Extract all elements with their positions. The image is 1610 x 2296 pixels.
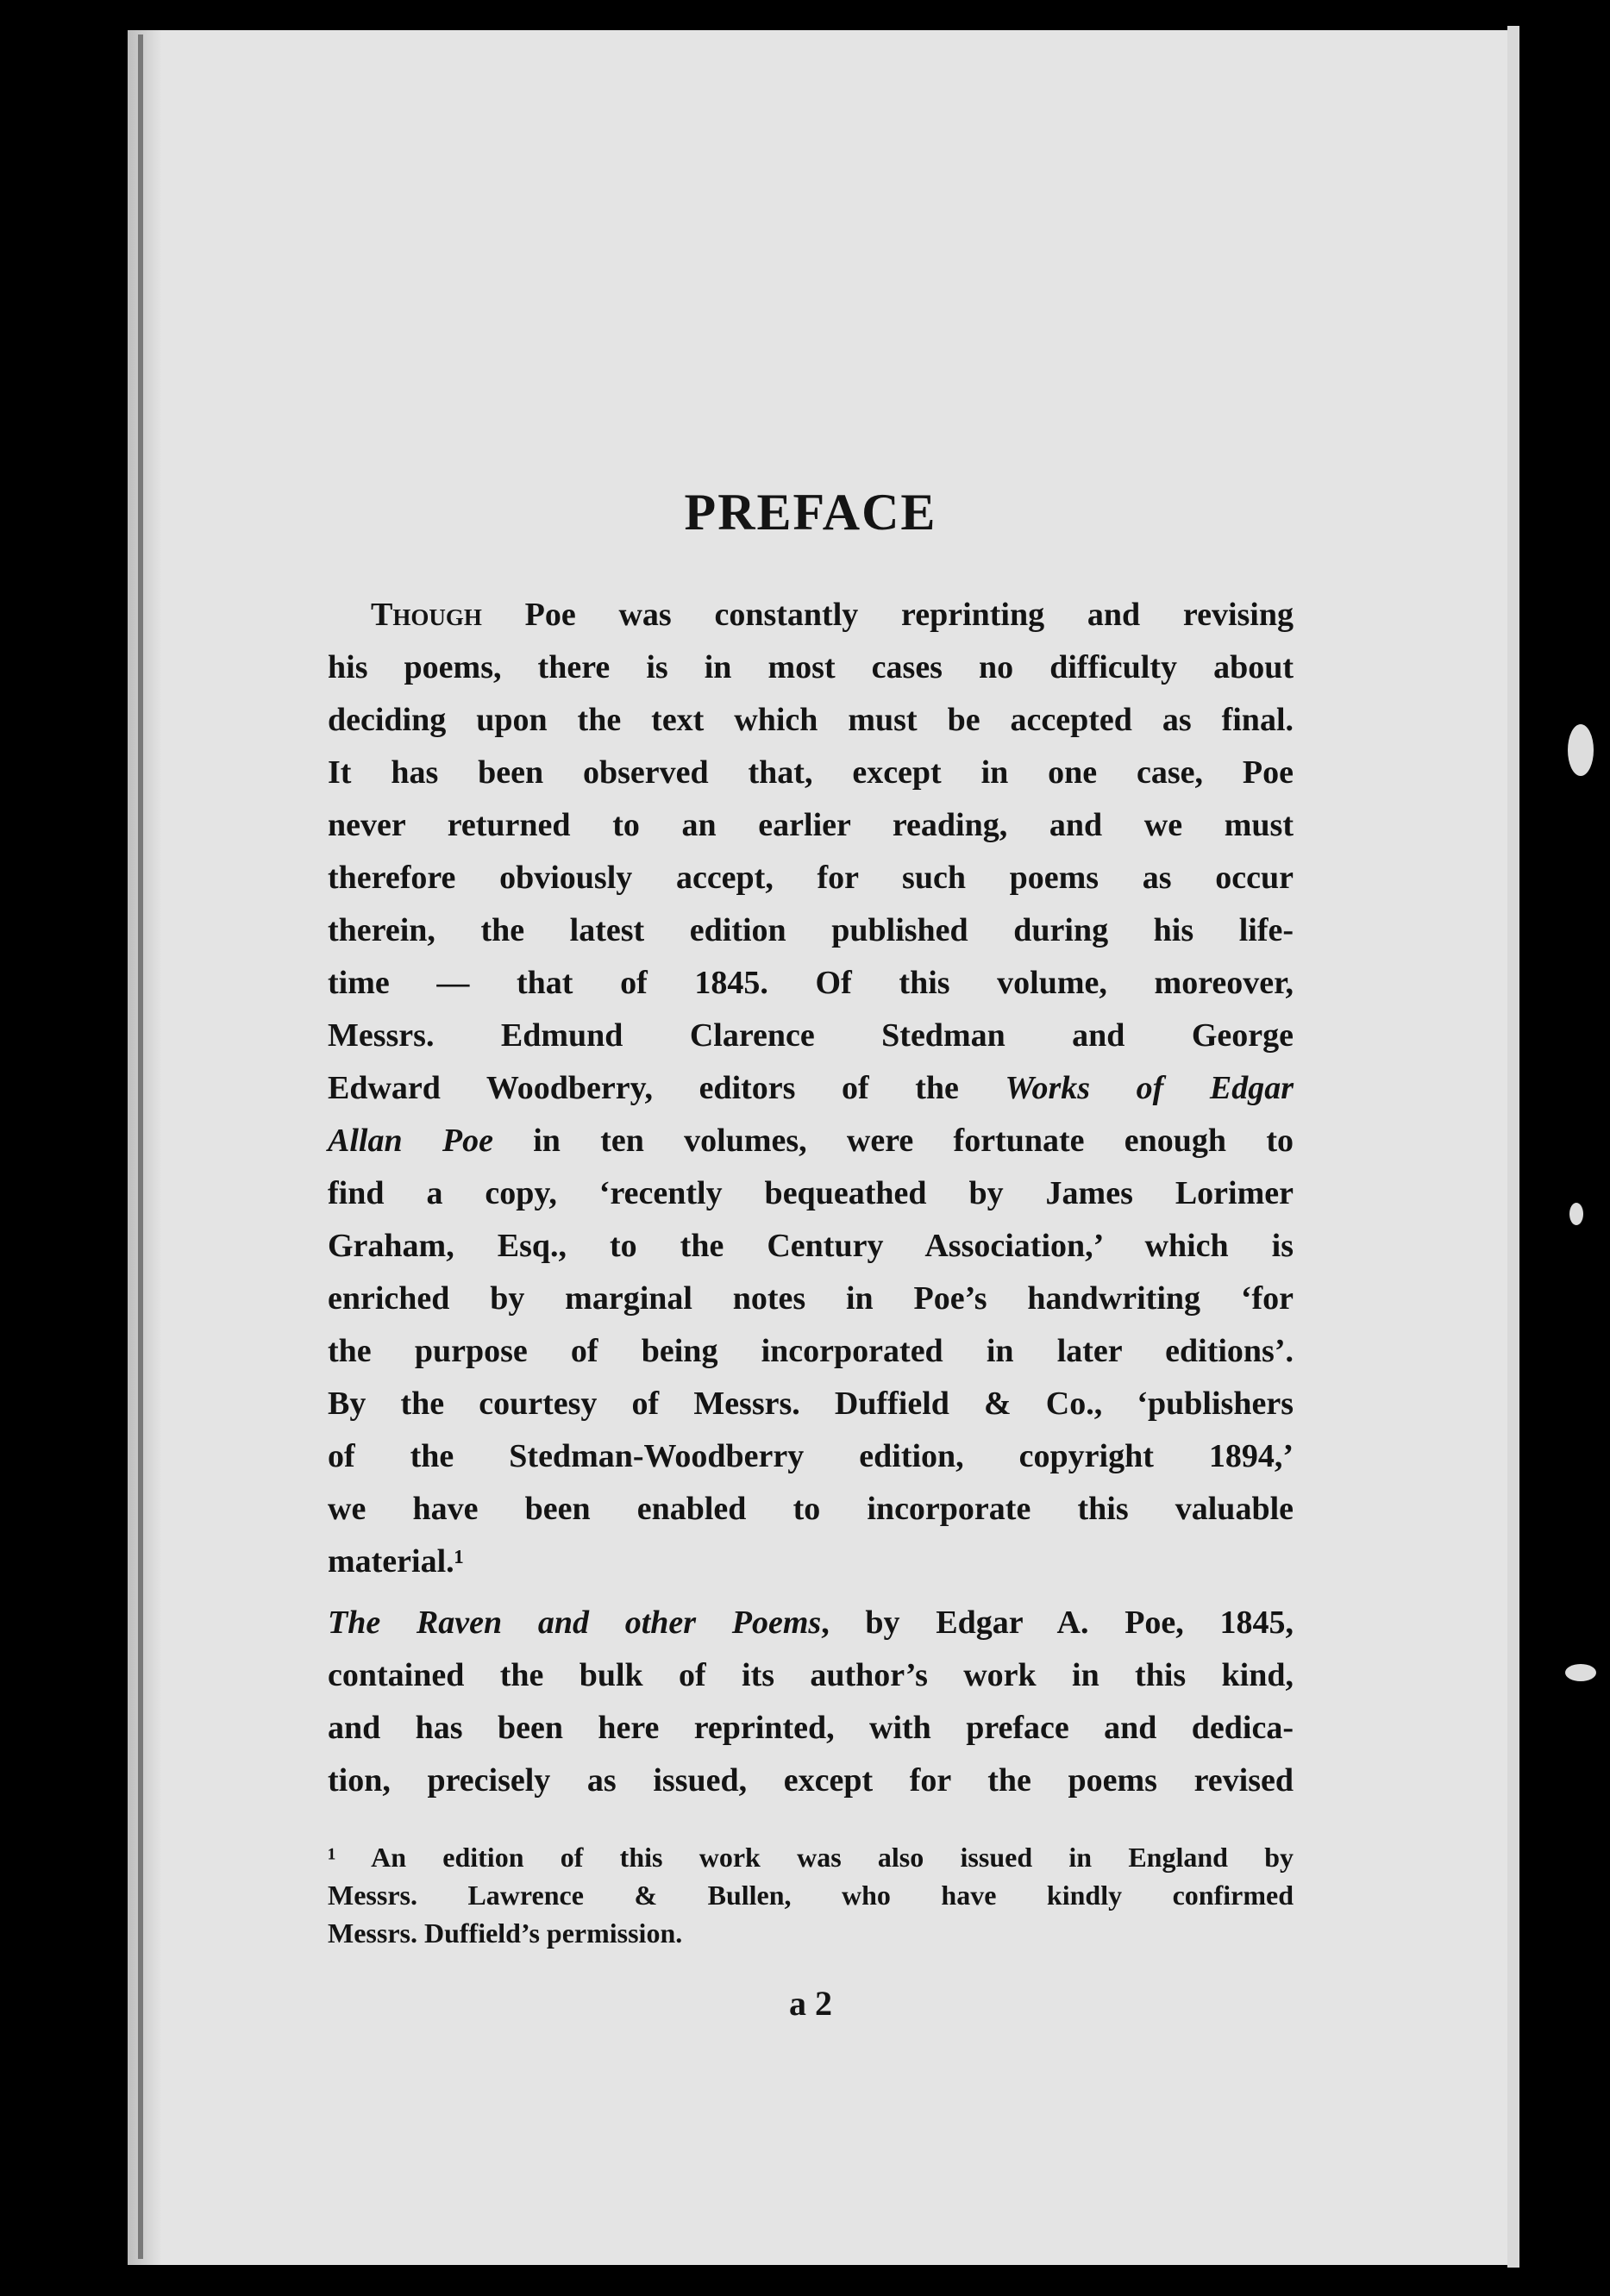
text-line [328, 1115, 1294, 1167]
text-line: of the Stedman-Woodberry edition, copyright 1894,’ [328, 1438, 1294, 1474]
line-text: in ten volumes, were fortunate enough to [492, 1123, 1294, 1159]
italic-title: Works of Edgar [1005, 1070, 1294, 1106]
scan-speck [1565, 1664, 1596, 1681]
text-line: Graham, Esq., to the Century Association,’ which is [328, 1228, 1294, 1264]
text-line: therein, the latest edition published during his life- [328, 912, 1294, 948]
gutter-shadow [128, 30, 162, 2265]
italic-title: Allan Poe [328, 1123, 493, 1159]
scan-speck [1568, 724, 1594, 776]
page-signature: a 2 [789, 1984, 832, 2023]
text-line: never returned to an earlier reading, and we must [328, 807, 1294, 843]
line-text: Edward Woodberry, editors of the [328, 1070, 1005, 1106]
footnote-line: ¹ An edition of this work was also issued in England by [328, 1842, 1294, 1873]
text-line: deciding upon the text which must be accepted as final. [328, 702, 1294, 738]
text-line: therefore obviously accept, for such poems as occur [328, 860, 1294, 896]
text-line: his poems, there is in most cases no difficulty about [328, 649, 1294, 685]
text-line [328, 589, 1294, 641]
italic-title: The Raven and other Poems [328, 1605, 822, 1641]
text-line: tion, precisely as issued, except for the poems revised [328, 1762, 1294, 1799]
preface-text [328, 483, 1294, 2024]
text-line [328, 1062, 1294, 1115]
text-line: Messrs. Edmund Clarence Stedman and George [328, 1017, 1294, 1054]
text-line: It has been observed that, except in one case, Poe [328, 754, 1294, 791]
footnote-line: Messrs. Lawrence & Bullen, who have kindly confirmed [328, 1880, 1294, 1911]
text-line: the purpose of being incorporated in later editions’. [328, 1333, 1294, 1369]
footnote [328, 1838, 1294, 1952]
paragraph-1 [328, 589, 1294, 1588]
page-edge [1507, 26, 1519, 2268]
text-line: time — that of 1845. Of this volume, moreover, [328, 965, 1294, 1001]
text-line: By the courtesy of Messrs. Duffield & Co., ‘publishers [328, 1386, 1294, 1422]
text-line: enriched by marginal notes in Poe’s handwriting ‘for [328, 1280, 1294, 1317]
line-text: , by Edgar A. Poe, 1845, [821, 1605, 1294, 1641]
text-line: contained the bulk of its author’s work in this kind, [328, 1657, 1294, 1693]
lead-word: Though [371, 597, 482, 633]
binding-line [138, 34, 143, 2259]
scan-speck [1569, 1203, 1583, 1225]
text-line: material.¹ [328, 1543, 465, 1580]
text-line: we have been enabled to incorporate this valuable [328, 1491, 1294, 1527]
line-text: Poe was constantly reprinting and revising [481, 597, 1294, 633]
page-title: PREFACE [684, 484, 937, 541]
paragraph-2 [328, 1597, 1294, 1807]
text-line: find a copy, ‘recently bequeathed by James Lorimer [328, 1175, 1294, 1211]
footnote-line: Messrs. Duffield’s permission. [328, 1918, 683, 1949]
text-line [328, 1597, 1294, 1649]
text-line: and has been here reprinted, with preface and dedica- [328, 1710, 1294, 1746]
